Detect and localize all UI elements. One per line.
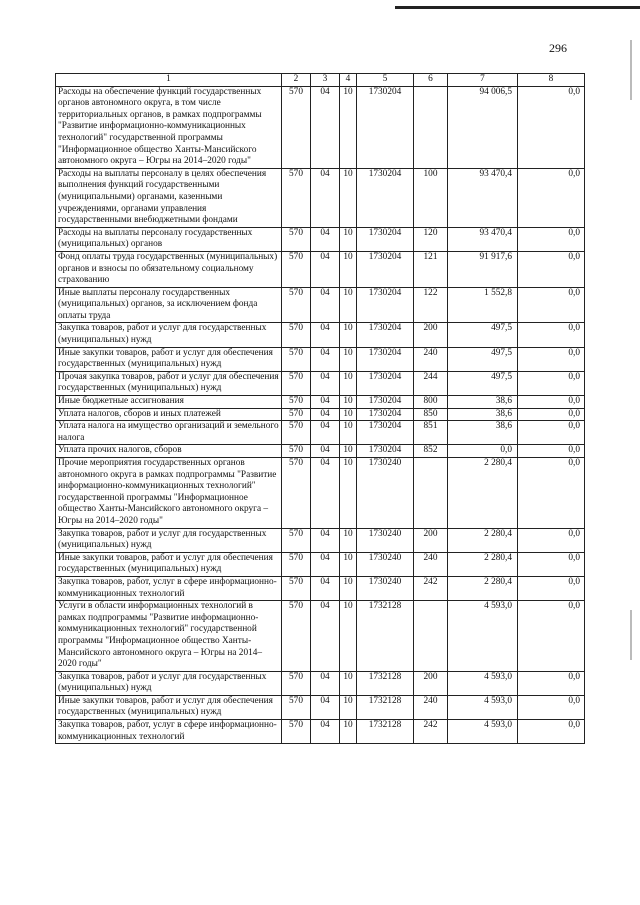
section-code: 04 bbox=[311, 168, 340, 227]
amount: 0,0 bbox=[448, 445, 518, 458]
target-article-code: 1730240 bbox=[357, 458, 414, 529]
amount: 4 593,0 bbox=[448, 720, 518, 744]
ministry-code: 570 bbox=[282, 371, 311, 395]
expense-type-code: 121 bbox=[414, 251, 448, 287]
ministry-code: 570 bbox=[282, 695, 311, 719]
section-code: 04 bbox=[311, 528, 340, 552]
expense-type-code: 100 bbox=[414, 168, 448, 227]
expense-type-code: 200 bbox=[414, 671, 448, 695]
row-description: Услуги в области информационных технологий в рамках подпрограммы "Развитие информационно-коммуникационных технологий" государственной программы "Информационное общество Ханты-Мансийского автономного округа – Югры на 2014–2020 годы" bbox=[56, 601, 282, 672]
table-row bbox=[56, 671, 585, 695]
amount: 93 470,4 bbox=[448, 227, 518, 251]
row-description: Фонд оплаты труда государственных (муниципальных) органов и взносы по обязательному социальному страхованию bbox=[56, 251, 282, 287]
subsection-code: 10 bbox=[340, 396, 357, 409]
section-code: 04 bbox=[311, 576, 340, 600]
subsection-code: 10 bbox=[340, 720, 357, 744]
budget-table bbox=[55, 73, 585, 744]
subsection-code: 10 bbox=[340, 251, 357, 287]
table-row bbox=[56, 421, 585, 445]
table-row bbox=[56, 445, 585, 458]
row-description: Уплата налога на имущество организаций и земельного налога bbox=[56, 421, 282, 445]
ministry-code: 570 bbox=[282, 86, 311, 168]
amount: 91 917,6 bbox=[448, 251, 518, 287]
amount: 4 593,0 bbox=[448, 695, 518, 719]
ministry-code: 570 bbox=[282, 458, 311, 529]
amount-change: 0,0 bbox=[518, 227, 585, 251]
expense-type-code: 240 bbox=[414, 695, 448, 719]
section-code: 04 bbox=[311, 458, 340, 529]
amount: 38,6 bbox=[448, 408, 518, 421]
expense-type-code: 851 bbox=[414, 421, 448, 445]
subsection-code: 10 bbox=[340, 576, 357, 600]
amount-change: 0,0 bbox=[518, 601, 585, 672]
amount-change: 0,0 bbox=[518, 671, 585, 695]
target-article-code: 1730204 bbox=[357, 408, 414, 421]
amount-change: 0,0 bbox=[518, 287, 585, 323]
row-description: Иные выплаты персоналу государственных (муниципальных) органов, за исключением фонда оплаты труда bbox=[56, 287, 282, 323]
subsection-code: 10 bbox=[340, 601, 357, 672]
row-description: Иные закупки товаров, работ и услуг для обеспечения государственных (муниципальных) нужд bbox=[56, 695, 282, 719]
target-article-code: 1730204 bbox=[357, 323, 414, 347]
target-article-code: 1730204 bbox=[357, 86, 414, 168]
ministry-code: 570 bbox=[282, 528, 311, 552]
amount-change: 0,0 bbox=[518, 396, 585, 409]
expense-type-code: 240 bbox=[414, 552, 448, 576]
table-row bbox=[56, 552, 585, 576]
row-description: Иные закупки товаров, работ и услуг для обеспечения государственных (муниципальных) нужд bbox=[56, 347, 282, 371]
scan-edge-mark bbox=[630, 40, 632, 100]
section-code: 04 bbox=[311, 287, 340, 323]
table-row bbox=[56, 347, 585, 371]
amount-change: 0,0 bbox=[518, 421, 585, 445]
subsection-code: 10 bbox=[340, 86, 357, 168]
row-description: Закупка товаров, работ, услуг в сфере информационно-коммуникационных технологий bbox=[56, 576, 282, 600]
expense-type-code: 244 bbox=[414, 371, 448, 395]
expense-type-code: 200 bbox=[414, 323, 448, 347]
subsection-code: 10 bbox=[340, 552, 357, 576]
section-code: 04 bbox=[311, 720, 340, 744]
amount-change: 0,0 bbox=[518, 323, 585, 347]
section-code: 04 bbox=[311, 323, 340, 347]
target-article-code: 1730204 bbox=[357, 347, 414, 371]
ministry-code: 570 bbox=[282, 408, 311, 421]
expense-type-code: 200 bbox=[414, 528, 448, 552]
column-header: 6 bbox=[414, 74, 448, 87]
expense-type-code bbox=[414, 601, 448, 672]
amount-change: 0,0 bbox=[518, 168, 585, 227]
section-code: 04 bbox=[311, 552, 340, 576]
table-row bbox=[56, 168, 585, 227]
ministry-code: 570 bbox=[282, 168, 311, 227]
scan-edge-mark bbox=[630, 610, 632, 660]
table-row bbox=[56, 528, 585, 552]
ministry-code: 570 bbox=[282, 227, 311, 251]
target-article-code: 1730240 bbox=[357, 528, 414, 552]
section-code: 04 bbox=[311, 86, 340, 168]
row-description: Уплата прочих налогов, сборов bbox=[56, 445, 282, 458]
ministry-code: 570 bbox=[282, 552, 311, 576]
ministry-code: 570 bbox=[282, 251, 311, 287]
ministry-code: 570 bbox=[282, 287, 311, 323]
table-row bbox=[56, 86, 585, 168]
row-description: Закупка товаров, работ и услуг для государственных (муниципальных) нужд bbox=[56, 528, 282, 552]
amount-change: 0,0 bbox=[518, 445, 585, 458]
table-row bbox=[56, 576, 585, 600]
row-description: Закупка товаров, работ, услуг в сфере информационно-коммуникационных технологий bbox=[56, 720, 282, 744]
section-code: 04 bbox=[311, 445, 340, 458]
row-description: Расходы на обеспечение функций государственных органов автономного округа, в том числе территориальных органов, в рамках подпрограммы "Развитие информационно-коммуникационных технологий" государственной программы "Информационное общество Ханты-Мансийского автономного округа – Югры на 2014–2020 годы" bbox=[56, 86, 282, 168]
section-code: 04 bbox=[311, 421, 340, 445]
amount: 38,6 bbox=[448, 396, 518, 409]
target-article-code: 1732128 bbox=[357, 601, 414, 672]
expense-type-code: 120 bbox=[414, 227, 448, 251]
target-article-code: 1730240 bbox=[357, 576, 414, 600]
amount: 1 552,8 bbox=[448, 287, 518, 323]
table-row bbox=[56, 251, 585, 287]
expense-type-code: 852 bbox=[414, 445, 448, 458]
page-number: 296 bbox=[549, 41, 567, 55]
amount-change: 0,0 bbox=[518, 695, 585, 719]
amount: 4 593,0 bbox=[448, 671, 518, 695]
table-row bbox=[56, 720, 585, 744]
amount-change: 0,0 bbox=[518, 371, 585, 395]
row-description: Иные бюджетные ассигнования bbox=[56, 396, 282, 409]
table-row bbox=[56, 458, 585, 529]
target-article-code: 1730204 bbox=[357, 251, 414, 287]
subsection-code: 10 bbox=[340, 408, 357, 421]
section-code: 04 bbox=[311, 408, 340, 421]
ministry-code: 570 bbox=[282, 601, 311, 672]
subsection-code: 10 bbox=[340, 287, 357, 323]
target-article-code: 1732128 bbox=[357, 695, 414, 719]
amount: 38,6 bbox=[448, 421, 518, 445]
ministry-code: 570 bbox=[282, 323, 311, 347]
row-description: Расходы на выплаты персоналу государственных (муниципальных) органов bbox=[56, 227, 282, 251]
section-code: 04 bbox=[311, 227, 340, 251]
expense-type-code: 242 bbox=[414, 720, 448, 744]
section-code: 04 bbox=[311, 671, 340, 695]
amount: 4 593,0 bbox=[448, 601, 518, 672]
amount: 497,5 bbox=[448, 323, 518, 347]
table-row bbox=[56, 396, 585, 409]
section-code: 04 bbox=[311, 695, 340, 719]
target-article-code: 1732128 bbox=[357, 720, 414, 744]
section-code: 04 bbox=[311, 251, 340, 287]
subsection-code: 10 bbox=[340, 528, 357, 552]
ministry-code: 570 bbox=[282, 671, 311, 695]
column-header: 3 bbox=[311, 74, 340, 87]
target-article-code: 1730204 bbox=[357, 371, 414, 395]
table-row bbox=[56, 695, 585, 719]
amount-change: 0,0 bbox=[518, 251, 585, 287]
amount-change: 0,0 bbox=[518, 86, 585, 168]
target-article-code: 1730204 bbox=[357, 421, 414, 445]
target-article-code: 1730204 bbox=[357, 168, 414, 227]
target-article-code: 1730204 bbox=[357, 227, 414, 251]
column-header: 2 bbox=[282, 74, 311, 87]
row-description: Закупка товаров, работ и услуг для государственных (муниципальных) нужд bbox=[56, 671, 282, 695]
ministry-code: 570 bbox=[282, 445, 311, 458]
column-header: 5 bbox=[357, 74, 414, 87]
subsection-code: 10 bbox=[340, 695, 357, 719]
expense-type-code bbox=[414, 458, 448, 529]
target-article-code: 1730204 bbox=[357, 287, 414, 323]
ministry-code: 570 bbox=[282, 421, 311, 445]
expense-type-code: 242 bbox=[414, 576, 448, 600]
subsection-code: 10 bbox=[340, 671, 357, 695]
column-header: 1 bbox=[56, 74, 282, 87]
amount: 2 280,4 bbox=[448, 576, 518, 600]
table-row bbox=[56, 408, 585, 421]
expense-type-code: 122 bbox=[414, 287, 448, 323]
amount-change: 0,0 bbox=[518, 458, 585, 529]
table-row bbox=[56, 227, 585, 251]
subsection-code: 10 bbox=[340, 168, 357, 227]
amount: 94 006,5 bbox=[448, 86, 518, 168]
section-code: 04 bbox=[311, 371, 340, 395]
row-description: Уплата налогов, сборов и иных платежей bbox=[56, 408, 282, 421]
amount-change: 0,0 bbox=[518, 576, 585, 600]
expense-type-code bbox=[414, 86, 448, 168]
column-header: 7 bbox=[448, 74, 518, 87]
table-body bbox=[56, 86, 585, 744]
table-row bbox=[56, 601, 585, 672]
subsection-code: 10 bbox=[340, 347, 357, 371]
target-article-code: 1730204 bbox=[357, 396, 414, 409]
ministry-code: 570 bbox=[282, 576, 311, 600]
amount-change: 0,0 bbox=[518, 552, 585, 576]
table-row bbox=[56, 323, 585, 347]
column-header: 8 bbox=[518, 74, 585, 87]
subsection-code: 10 bbox=[340, 371, 357, 395]
ministry-code: 570 bbox=[282, 720, 311, 744]
table-row bbox=[56, 287, 585, 323]
amount-change: 0,0 bbox=[518, 347, 585, 371]
target-article-code: 1730240 bbox=[357, 552, 414, 576]
amount: 497,5 bbox=[448, 371, 518, 395]
row-description: Прочая закупка товаров, работ и услуг для обеспечения государственных (муниципальных) нужд bbox=[56, 371, 282, 395]
amount: 2 280,4 bbox=[448, 458, 518, 529]
expense-type-code: 800 bbox=[414, 396, 448, 409]
column-header: 4 bbox=[340, 74, 357, 87]
subsection-code: 10 bbox=[340, 323, 357, 347]
expense-type-code: 240 bbox=[414, 347, 448, 371]
section-code: 04 bbox=[311, 347, 340, 371]
table-row bbox=[56, 371, 585, 395]
ministry-code: 570 bbox=[282, 396, 311, 409]
subsection-code: 10 bbox=[340, 421, 357, 445]
row-description: Иные закупки товаров, работ и услуг для обеспечения государственных (муниципальных) нужд bbox=[56, 552, 282, 576]
amount: 497,5 bbox=[448, 347, 518, 371]
row-description: Расходы на выплаты персоналу в целях обеспечения выполнения функций государственными (муниципальными) органами, казенными учреждениями, органами управления государственными внебюджетными фондами bbox=[56, 168, 282, 227]
amount-change: 0,0 bbox=[518, 720, 585, 744]
ministry-code: 570 bbox=[282, 347, 311, 371]
target-article-code: 1732128 bbox=[357, 671, 414, 695]
row-description: Прочие мероприятия государственных органов автономного округа в рамках подпрограммы "Развитие информационно-коммуникационных технологий" государственной программы "Информационное общество Ханты-Мансийского автономного округа – Югры на 2014–2020 годы" bbox=[56, 458, 282, 529]
header-row bbox=[56, 74, 585, 87]
amount-change: 0,0 bbox=[518, 408, 585, 421]
amount: 2 280,4 bbox=[448, 528, 518, 552]
top-rule bbox=[395, 6, 640, 9]
amount-change: 0,0 bbox=[518, 528, 585, 552]
subsection-code: 10 bbox=[340, 227, 357, 251]
amount: 2 280,4 bbox=[448, 552, 518, 576]
subsection-code: 10 bbox=[340, 458, 357, 529]
subsection-code: 10 bbox=[340, 445, 357, 458]
section-code: 04 bbox=[311, 601, 340, 672]
amount: 93 470,4 bbox=[448, 168, 518, 227]
target-article-code: 1730204 bbox=[357, 445, 414, 458]
row-description: Закупка товаров, работ и услуг для государственных (муниципальных) нужд bbox=[56, 323, 282, 347]
expense-type-code: 850 bbox=[414, 408, 448, 421]
section-code: 04 bbox=[311, 396, 340, 409]
